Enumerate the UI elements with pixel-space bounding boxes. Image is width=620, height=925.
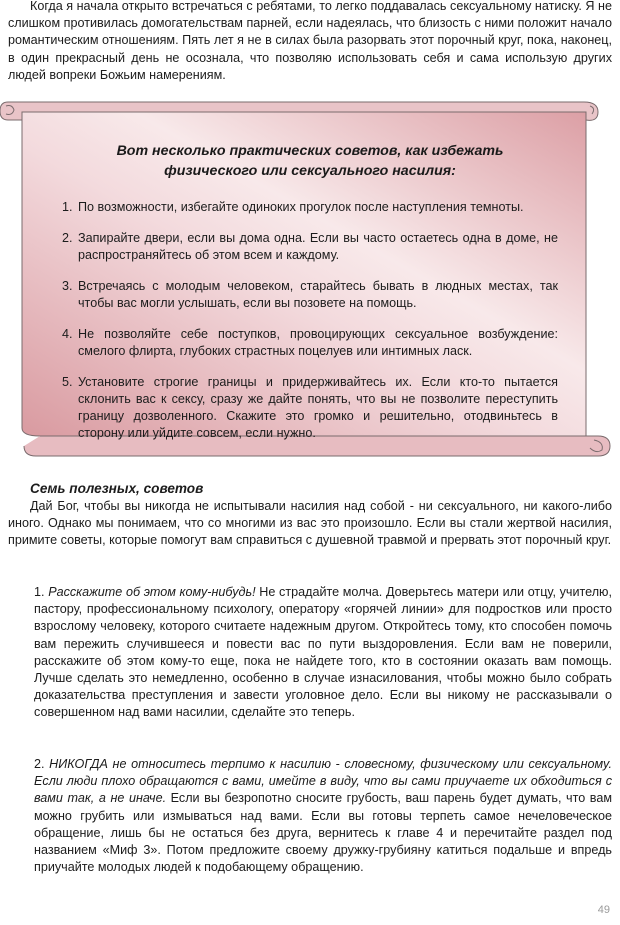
tip-number: 4. bbox=[62, 327, 73, 341]
section-heading: Семь полезных, советов bbox=[30, 481, 204, 496]
advice-number: 1. bbox=[34, 585, 45, 599]
advice-number: 2. bbox=[34, 757, 45, 771]
tip-item-1 bbox=[62, 199, 558, 216]
tip-text: Запирайте двери, если вы дома одна. Если вы часто остаетесь одна в доме, не распространяйтесь об этом всем и каждому. bbox=[78, 231, 558, 262]
tip-text: Встречаясь с молодым человеком, старайтесь бывать в людных местах, так чтобы вас могли услышать, если вы позовете на помощь. bbox=[78, 279, 558, 310]
tip-number: 3. bbox=[62, 279, 73, 293]
tip-item-4 bbox=[62, 326, 558, 360]
tip-text: По возможности, избегайте одиноких прогулок после наступления темноты. bbox=[78, 200, 524, 214]
advice-1-paragraph bbox=[34, 584, 612, 722]
tip-item-3 bbox=[62, 278, 558, 312]
tip-number: 5. bbox=[62, 375, 73, 389]
advice-lead: Расскажите об этом кому-нибудь! bbox=[48, 585, 256, 599]
page-number: 49 bbox=[597, 904, 610, 916]
advice-text: Не страдайте молча. Доверьтесь матери или отцу, учителю, пастору, профессиональному психологу, оператору «горячей линии» для подростков или просто взрослому человеку, которого считаете надежным другом. Откройтесь тому, кто способен помочь вам пережить случившееся и повести вас по пути выздоровления. Если вам не поверили, расскажите об этом кому-то еще, пока не найдете того, кто в состоянии оказать вам помощь. Лучше сделать это немедленно, особенно в случае изнасилования, чтобы можно было собрать доказательства преступления и завести уголовное дело. Если вы никому не рассказывали о совершенном над вами насилии, сделайте это теперь. bbox=[34, 585, 613, 720]
tip-number: 2. bbox=[62, 231, 73, 245]
section-intro-paragraph: Дай Бог, чтобы вы никогда не испытывали насилия над собой - ни сексуального, ни какого-либо иного. Однако мы понимаем, что со многими из вас это произошло. Если вы стали жертвой насилия, примите советы, которые помогут вам справиться с душевной травмой и прервать этот порочный круг. bbox=[8, 499, 612, 548]
tip-number: 1. bbox=[62, 200, 73, 214]
advice-lead: НИКОГДА не относитесь терпимо к насилию - словесному, физическому или сексуальному. Если люди плохо обращаются с вами, имейте в виду, что вы сами приучаете их обходиться с вами так, а не иначе. bbox=[34, 757, 613, 806]
tips-title-line-2: физического или сексуального насилия: bbox=[164, 162, 456, 179]
intro-paragraph: Когда я начала открыто встречаться с ребятами, то легко поддавалась сексуальному натиску. Я не слишком противилась домогательствам парней, если надеялась, что близость с ними положит начало романтическим отношениям. Пять лет я не в силах была разорвать этот порочный круг, пока, наконец, в один прекрасный день не осознала, что позволяю использовать себя и сама использую других людей вопреки Божьим намерениям. bbox=[8, 0, 612, 82]
tip-item-5 bbox=[62, 374, 558, 442]
tip-text: Не позволяйте себе поступков, провоцирующих сексуальное возбуждение: смелого флирта, глубоких страстных поцелуев или интимных ласк. bbox=[78, 327, 558, 358]
tips-title-line-1: Вот несколько практических советов, как избежать bbox=[116, 143, 504, 159]
advice-text: Если вы безропотно сносите грубость, ваш парень будет думать, что вам можно грубить или измываться над вами. Если вы готовы терпеть самое нечеловеческое обращение, лишь бы не остаться без друга, вернитесь к главе 4 и перечитайте раздел под названием «Миф 3». Потом предложите своему дружку-грубияну катиться подальше и впредь приучайте молодых людей к подобающему обращению. bbox=[34, 791, 612, 875]
tip-item-2 bbox=[62, 230, 558, 264]
advice-2-paragraph bbox=[34, 756, 612, 876]
tip-text: Установите строгие границы и придерживайтесь их. Если кто-то пытается склонить вас к сексу, сразу же дайте понять, что вы не позволите переступить границу дозволенного. Скажите это громко и решительно, отодвиньтесь в сторону или уйдите совсем, если нужно. bbox=[78, 375, 558, 440]
tips-title bbox=[40, 142, 580, 181]
